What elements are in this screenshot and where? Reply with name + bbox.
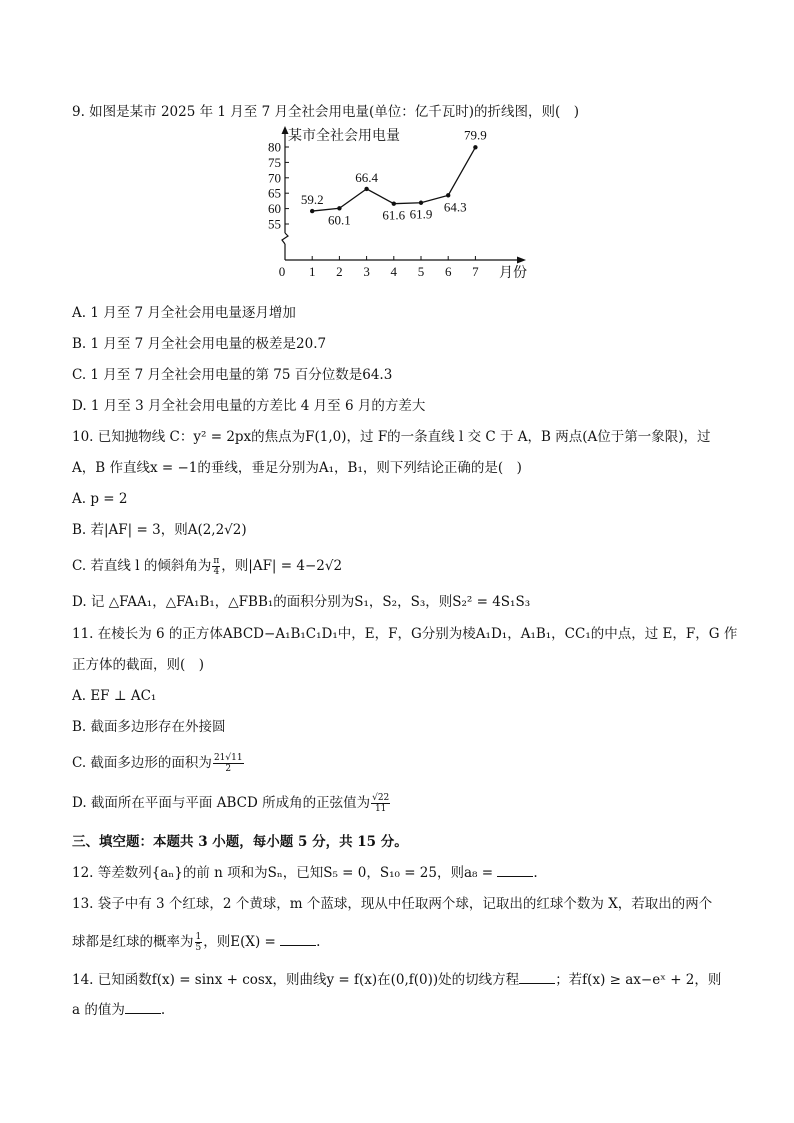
axis-break-mark — [282, 233, 288, 244]
question-14-line2 — [72, 1001, 165, 1019]
q13-line2-pre: 球都是红球的概率为 — [72, 934, 194, 950]
q14-line2-pre: a 的值为 — [72, 1002, 125, 1018]
fraction-denominator: 5 — [195, 943, 202, 953]
x-tick-label: 3 — [363, 264, 370, 279]
data-point — [446, 193, 450, 197]
q9-option-a: A. 1 月至 7 月全社会用电量逐月增加 — [72, 305, 296, 321]
data-label: 79.9 — [464, 127, 487, 143]
q10-option-c — [72, 556, 342, 577]
question-13-line2 — [72, 932, 320, 953]
q9-option-d: D. 1 月至 3 月全社会用电量的方差比 4 月至 6 月的方差大 — [72, 398, 426, 414]
x-tick-label: 5 — [417, 264, 425, 279]
x-axis-label: 月份 — [499, 266, 527, 281]
data-label: 60.1 — [328, 212, 351, 228]
y-tick-label: 80 — [268, 139, 281, 155]
question-11-stem-line1: 11. 在棱长为 6 的正方体ABCD−A₁B₁C₁D₁中，E，F，G分别为棱A₁D₁，A₁B₁，CC₁的中点，过 E，F，G 作 — [72, 626, 738, 642]
q14-tail: . — [160, 1002, 166, 1018]
q11-option-c-fraction — [213, 753, 244, 774]
q13-tail: . — [316, 934, 321, 950]
q10-option-c-post: ，则|AF| = 4−2√2 — [221, 558, 343, 574]
fraction-denominator: 4 — [213, 567, 220, 577]
data-point — [310, 209, 314, 213]
data-point — [337, 206, 341, 210]
x-tick-label: 2 — [336, 264, 343, 279]
data-label: 64.3 — [443, 199, 467, 215]
fraction-numerator: √22 — [372, 793, 390, 803]
line-chart — [255, 123, 555, 285]
x-tick-label: 1 — [308, 264, 316, 279]
question-9-stem: 9. 如图是某市 2025 年 1 月至 7 月全社会用电量(单位：亿千瓦时)的折线图，则( ) — [72, 104, 580, 120]
q10-option-c-fraction — [212, 556, 220, 577]
y-tick-label: 65 — [268, 185, 281, 201]
q13-line2-post: ，则E(X) = — [203, 934, 281, 950]
question-14-line1 — [72, 971, 721, 989]
answer-blank — [519, 971, 555, 984]
fraction-numerator: 1 — [195, 932, 202, 942]
question-10-stem-line1: 10. 已知抛物线 C：y² = 2px的焦点为F(1,0)，过 F的一条直线 l 交 C 于 A，B 两点(A位于第一象限)，过 — [72, 429, 711, 445]
data-label: 61.9 — [409, 206, 433, 222]
answer-blank — [125, 1001, 161, 1014]
q11-option-d-pre: D. 截面所在平面与平面 ABCD 所成角的正弦值为 — [72, 795, 371, 811]
y-tick-label: 60 — [268, 201, 281, 217]
section-3-heading: 三、填空题：本题共 3 小题，每小题 5 分，共 15 分。 — [72, 834, 408, 850]
q12-tail: . — [533, 865, 538, 881]
question-10-stem-line2: A，B 作直线x = −1的垂线，垂足分别为A₁，B₁，则下列结论正确的是( ) — [72, 460, 522, 476]
q11-option-a: A. EF ⊥ AC₁ — [72, 688, 157, 704]
data-point — [473, 145, 477, 149]
x-axis-arrow — [517, 257, 526, 264]
answer-blank — [497, 864, 533, 877]
data-point — [392, 201, 396, 205]
data-point — [364, 187, 368, 191]
y-tick-label: 70 — [268, 170, 281, 186]
q11-option-d — [72, 793, 391, 814]
q14-line1-post: ；若f(x) ≥ ax−eˣ + 2，则 — [555, 972, 722, 988]
q10-option-c-pre: C. 若直线 l 的倾斜角为 — [72, 558, 212, 574]
data-label: 66.4 — [355, 169, 378, 185]
q12-text: 12. 等差数列{aₙ}的前 n 项和为Sₙ，已知S₅ = 0，S₁₀ = 25，则a₈ = — [72, 865, 498, 881]
y-tick-label: 55 — [268, 216, 281, 232]
x-tick-label: 6 — [444, 264, 452, 279]
answer-blank — [280, 933, 316, 946]
x-tick-label: 0 — [278, 264, 286, 279]
q9-option-c: C. 1 月至 7 月全社会用电量的第 75 百分位数是64.3 — [72, 367, 393, 383]
data-label: 61.6 — [382, 207, 406, 223]
chart-title: 某市全社会用电量 — [288, 129, 400, 144]
question-12 — [72, 864, 538, 882]
y-tick-label: 75 — [268, 154, 281, 170]
q10-option-d: D. 记 △FAA₁，△FA₁B₁，△FBB₁的面积分别为S₁，S₂，S₃，则S₂² = 4S₁S₃ — [72, 594, 531, 610]
fraction-denominator: 2 — [225, 764, 232, 774]
data-point — [419, 201, 423, 205]
q9-option-b: B. 1 月至 7 月全社会用电量的极差是20.7 — [72, 336, 327, 352]
q11-option-c — [72, 753, 245, 774]
q11-option-d-fraction — [371, 793, 390, 814]
question-11-stem-line2: 正方体的截面，则( ) — [72, 657, 205, 673]
q10-option-b: B. 若|AF| = 3，则A(2,2√2) — [72, 522, 247, 538]
q13-fraction — [195, 932, 203, 953]
x-tick-label: 4 — [390, 264, 398, 279]
x-tick-label: 7 — [472, 264, 479, 279]
q10-option-a: A. p = 2 — [72, 491, 128, 507]
fraction-denominator: 11 — [374, 804, 387, 814]
q11-option-c-pre: C. 截面多边形的面积为 — [72, 755, 212, 771]
data-label: 59.2 — [300, 192, 324, 208]
fraction-numerator: π — [213, 556, 220, 566]
q14-line1-pre: 14. 已知函数f(x) = sinx + cosx，则曲线y = f(x)在(0,f(0))处的切线方程 — [72, 972, 520, 988]
question-13-line1: 13. 袋子中有 3 个红球，2 个黄球，m 个蓝球，现从中任取两个球，记取出的红球个数为 X，若取出的两个 — [72, 896, 713, 912]
q11-option-b: B. 截面多边形存在外接圆 — [72, 719, 226, 735]
fraction-numerator: 21√11 — [213, 753, 243, 763]
